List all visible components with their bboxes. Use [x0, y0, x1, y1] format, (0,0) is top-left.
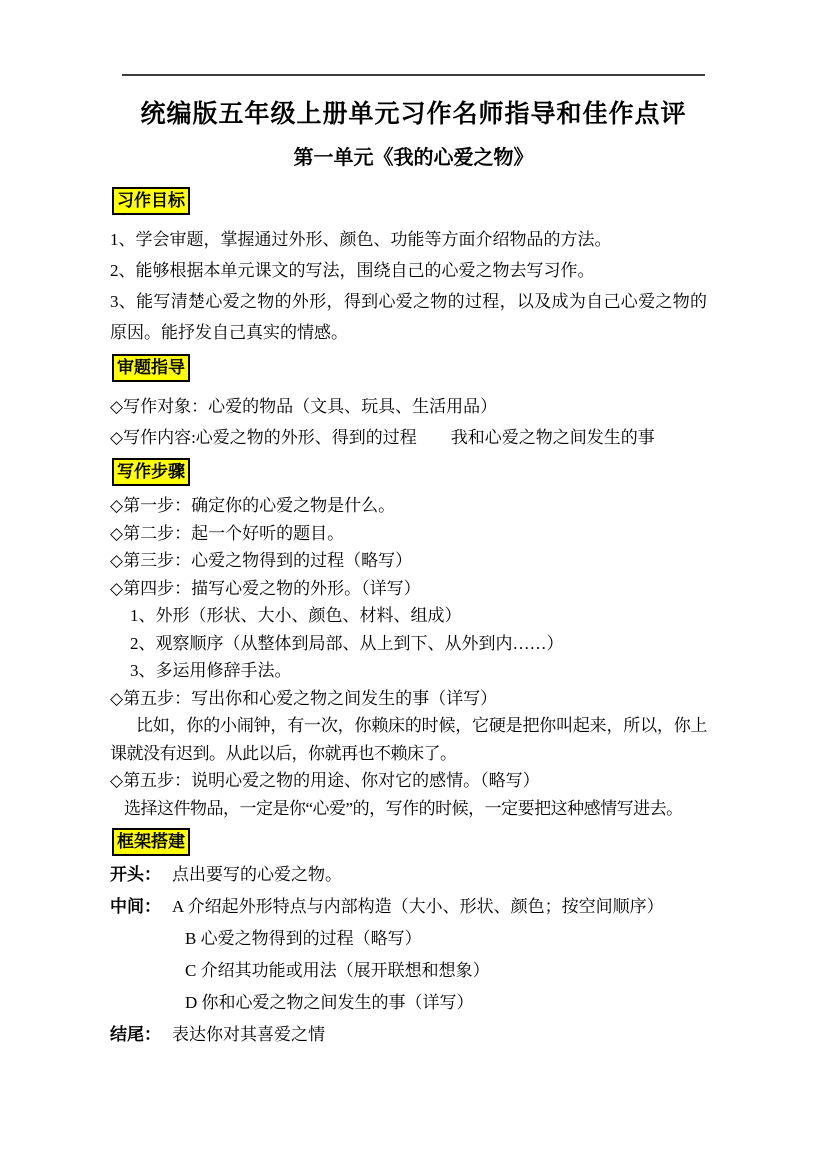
section-heading-steps: 写作步骤	[112, 458, 190, 486]
framework-row-middle	[110, 897, 707, 1025]
steps-item-3: ◇第三步：心爱之物得到的过程（略写）	[110, 551, 413, 570]
section-review	[112, 354, 707, 382]
framework-label-opening: 开头：	[110, 865, 161, 884]
steps-subitem-1: 1、外形（形状、大小、颜色、材料、组成）	[130, 606, 462, 625]
section-heading-review: 审题指导	[112, 354, 190, 382]
framework-label-middle: 中间：	[110, 897, 161, 916]
framework-row-opening	[110, 865, 707, 897]
steps-item-6: ◇第五步：说明心爱之物的用途、你对它的感情。（略写）	[110, 771, 540, 790]
framework-middle-line-d: D 你和心爱之物之间发生的事（详写）	[185, 993, 474, 1012]
steps-item-5: ◇第五步：写出你和心爱之物之间发生的事（详写）	[110, 688, 498, 708]
steps-item-2: ◇第二步：起一个好听的题目。	[110, 523, 345, 543]
review-item-1: ◇写作对象：心爱的物品（文具、玩具、生活用品）	[110, 397, 498, 416]
steps-note-paragraph: 选择这件物品，一定是你“心爱”的，写作的时候，一定要把这种感情写进去。	[124, 798, 683, 818]
header-rule	[122, 74, 705, 76]
section-goals	[112, 187, 707, 215]
section-framework	[112, 828, 707, 856]
framework-middle-line-b: B 心爱之物得到的过程（略写）	[185, 929, 422, 948]
steps-subitem-2: 2、观察顺序（从整体到局部、从上到下、从外到内……）	[130, 633, 564, 653]
page-title: 统编版五年级上册单元习作名师指导和佳作点评	[140, 100, 687, 128]
framework-label-ending: 结尾：	[110, 1025, 161, 1044]
framework-middle-line-c: C 介绍其功能或用法（展开联想和想象）	[185, 961, 490, 980]
document-body	[110, 187, 707, 1057]
section-heading-goals: 习作目标	[112, 187, 190, 215]
goals-item-1: 1、学会审题，掌握通过外形、颜色、功能等方面介绍物品的方法。	[110, 230, 612, 249]
review-item-2: ◇写作内容:心爱之物的外形、得到的过程 我和心爱之物之间发生的事	[110, 428, 655, 447]
steps-example-paragraph: 比如，你的小闹钟，有一次，你赖床的时候，它硬是把你叫起来，所以，你上课就没有迟到。从此以后，你就再也不赖床了。	[110, 716, 707, 763]
framework-opening-line: 点出要写的心爱之物。	[172, 865, 342, 884]
framework-row-ending	[110, 1025, 707, 1057]
steps-item-4: ◇第四步：描写心爱之物的外形。（详写）	[110, 578, 421, 598]
steps-list	[110, 492, 707, 822]
framework-middle-line-a: A 介绍起外形特点与内部构造（大小、形状、颜色；按空间顺序）	[172, 897, 664, 916]
steps-subitem-3: 3、多运用修辞手法。	[130, 661, 292, 680]
section-heading-framework: 框架搭建	[112, 828, 190, 856]
framework-ending-line: 表达你对其喜爱之情	[172, 1025, 325, 1044]
section-steps	[112, 458, 707, 486]
steps-item-1: ◇第一步：确定你的心爱之物是什么。	[110, 496, 396, 515]
goals-item-3: 3、能写清楚心爱之物的外形，得到心爱之物的过程，以及成为自己心爱之物的原因。能抒发自己真实的情感。	[110, 292, 707, 342]
framework-outline	[110, 865, 707, 1057]
goals-item-2: 2、能够根据本单元课文的写法，围绕自己的心爱之物去写习作。	[110, 261, 595, 280]
page-subtitle: 第一单元《我的心爱之物》	[293, 147, 534, 169]
